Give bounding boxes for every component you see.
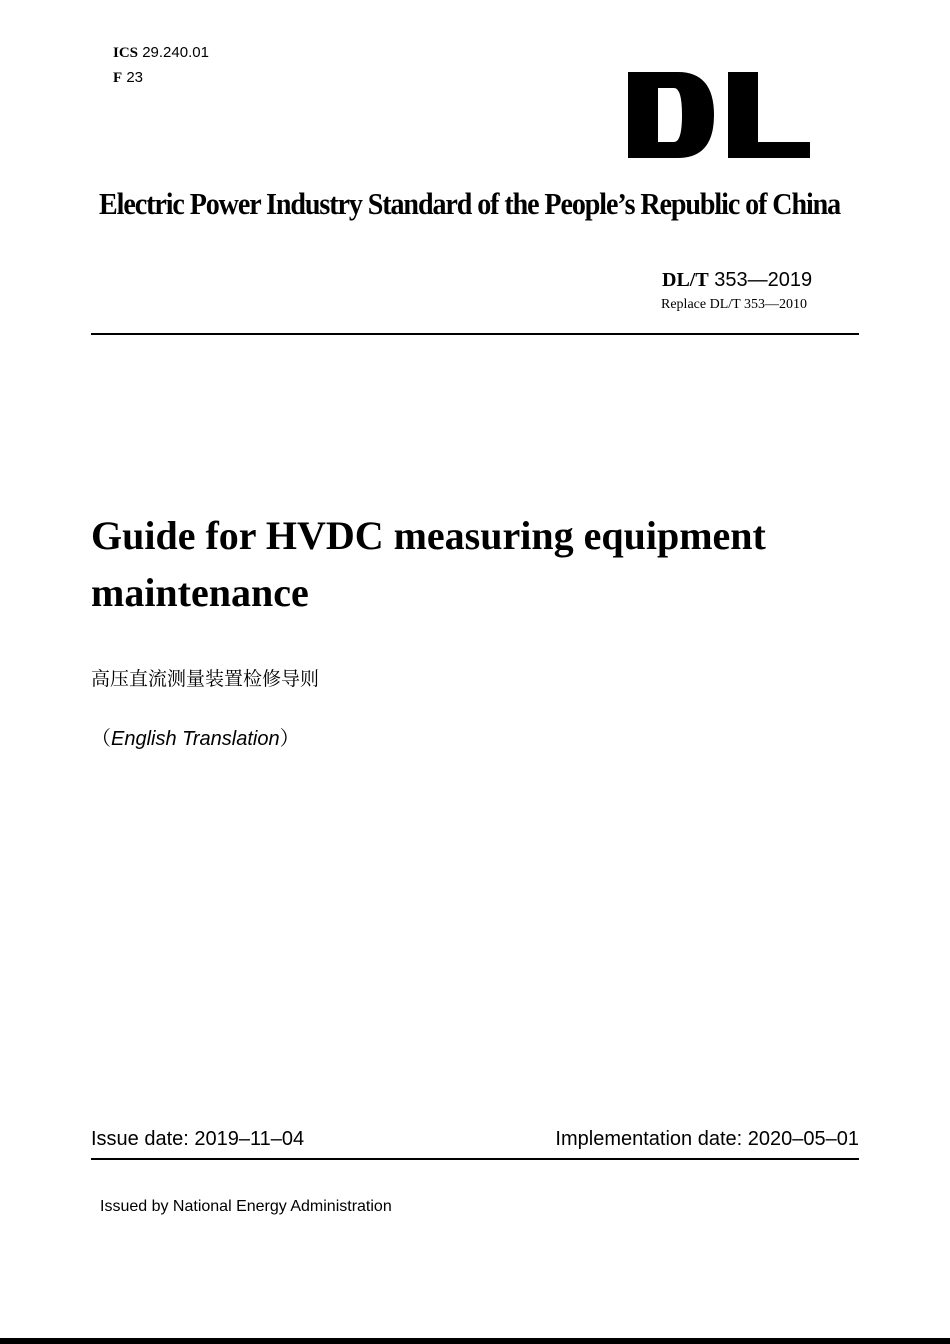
implementation-date — [555, 1126, 859, 1152]
logo-letter-d — [628, 72, 714, 158]
chinese-title: 高压直流测量装置检修导则 — [91, 668, 320, 690]
organization-title: Electric Power Industry Standard of the People’s Republic of China — [99, 186, 841, 221]
translation-note-text: English Translation — [111, 728, 280, 750]
dl-logo — [628, 72, 810, 158]
issuer-line: Issued by National Energy Administration — [100, 1198, 392, 1215]
replace-code: 353—2010 — [743, 297, 807, 312]
logo-letter-l — [728, 72, 810, 158]
paren-open: （ — [91, 728, 111, 750]
ics-label: ICS — [113, 45, 139, 61]
issue-date-value: 2019–11–04 — [194, 1128, 305, 1150]
document-title: Guide for HVDC measuring equipment maintenance — [91, 513, 766, 615]
translation-note — [91, 726, 300, 752]
standard-code — [662, 268, 812, 292]
standard-code-prefix: DL/T — [662, 269, 709, 291]
ics-value: 29.240.01 — [142, 44, 209, 61]
standard-code-number: 353—2019 — [714, 269, 813, 291]
implementation-date-label: Implementation date: — [555, 1128, 743, 1150]
top-divider — [91, 333, 859, 335]
bottom-divider — [91, 1158, 859, 1160]
classification-value: 23 — [126, 69, 144, 86]
ics-code — [113, 44, 209, 62]
page-bottom-edge — [0, 1338, 950, 1344]
issue-date — [91, 1126, 304, 1152]
paren-close: ） — [279, 728, 300, 750]
implementation-date-value: 2020–05–01 — [747, 1128, 859, 1150]
replaces-standard — [661, 296, 807, 314]
issue-date-label: Issue date: — [91, 1128, 189, 1150]
classification-code — [113, 69, 143, 87]
replace-label: Replace DL/T — [661, 297, 741, 312]
classification-label: F — [113, 70, 123, 86]
